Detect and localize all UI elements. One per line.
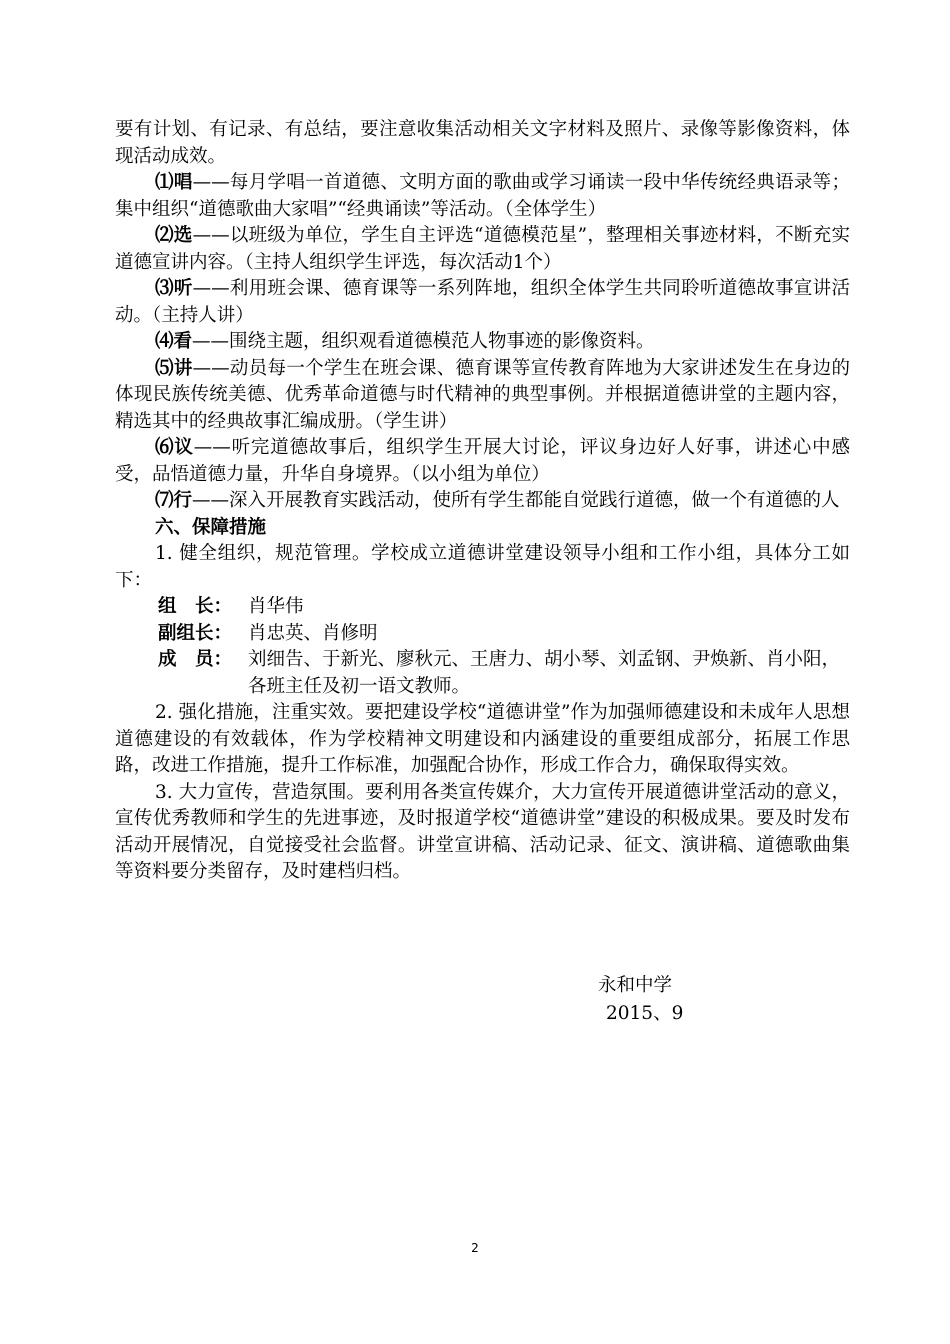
signature-org: 永和中学 <box>598 975 673 996</box>
intro-paragraph: 要有计划、有记录、有总结，要注意收集活动相关文字材料及照片、录像等影像资料，体现活动成效。 <box>115 119 850 167</box>
signature-date: 2015、9 <box>606 1003 684 1024</box>
role-members <box>115 647 850 700</box>
role-label: 副组长： <box>158 622 233 644</box>
section-heading: 六、保障措施 <box>155 516 267 538</box>
item-listen: ⑶听——利用班会课、德育课等一系列阵地，组织全体学生共同聆听道德故事宣讲活动。（主持人讲） <box>115 278 850 326</box>
item-tell: ⑸讲——动员每一个学生在班会课、德育课等宣传教育阵地为大家讲述发生在身边的体现民族传统美德、优秀革命道德与时代精神的典型事例。并根据道德讲堂的主题内容，精选其中的经典故事汇编成册。（学生讲） <box>115 357 850 432</box>
measure-1: 1. 健全组织，规范管理。学校成立道德讲堂建设领导小组和工作小组，具体分工如下： <box>115 543 850 591</box>
measure-2: 2. 强化措施，注重实效。要把建设学校“道德讲堂”作为加强师德建设和未成年人思想道德建设的有效载体，作为学校精神文明建设和内涵建设的重要组成部分，拓展工作思路，改进工作措施，提升工作标准，加强配合协作，形成工作合力，确保取得实效。 <box>115 702 850 776</box>
document-body <box>115 117 850 886</box>
role-value: 刘细告、于新光、廖秋元、王唐力、胡小琴、刘孟钢、尹焕新、肖小阳，各班主任及初一语文教师。 <box>248 649 841 697</box>
page-number: 2 <box>471 1241 479 1255</box>
role-label: 组 长： <box>158 596 233 617</box>
role-label: 成 员： <box>158 649 233 670</box>
item-act: ⑺行——深入开展教育实践活动，使所有学生都能自觉践行道德，做一个有道德的人 <box>155 490 840 511</box>
role-value: 肖忠英、肖修明 <box>248 622 378 644</box>
role-value: 肖华伟 <box>248 596 304 617</box>
role-deputy <box>115 621 850 648</box>
item-sing: ⑴唱——每月学唱一首道德、文明方面的歌曲或学习诵读一段中华传统经典语录等；集中组织“道德歌曲大家唱”“经典诵读”等活动。（全体学生） <box>115 172 850 220</box>
role-leader <box>115 594 850 621</box>
item-select: ⑵选——以班级为单位，学生自主评选“道德模范星”，整理相关事迹材料，不断充实道德宣讲内容。（主持人组织学生评选，每次活动1个） <box>115 225 850 273</box>
item-watch: ⑷看——围绕主题，组织观看道德模范人物事迹的影像资料。 <box>155 331 655 352</box>
measure-3: 3. 大力宣传，营造氛围。要利用各类宣传媒介，大力宣传开展道德讲堂活动的意义，宣传优秀教师和学生的先进事迹，及时报道学校“道德讲堂”建设的积极成果。要及时发布活动开展情况，自觉接受社会监督。讲堂宣讲稿、活动记录、征文、演讲稿、道德歌曲集等资料要分类留存，及时建档归档。 <box>115 781 850 882</box>
item-discuss: ⑹议——听完道德故事后，组织学生开展大讨论，评议身边好人好事，讲述心中感受，品悟道德力量，升华自身境界。（以小组为单位） <box>115 437 850 485</box>
